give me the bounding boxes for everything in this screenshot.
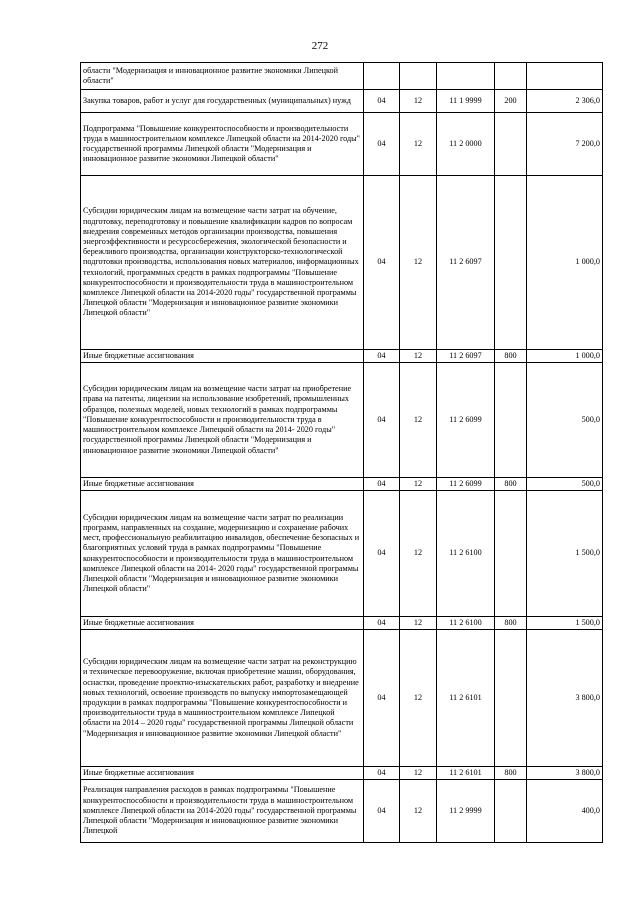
subsection-code: 12: [400, 176, 437, 350]
target-article-code: 11 2 6099: [437, 363, 495, 478]
row-description: Субсидии юридическим лицам на возмещение части затрат на реконструкцию и техническое перевооружение, включая приобретение машин, оборудования, оснастки, проведение проектно-изыскательских работ, разработку и внедрение новых технологий, освоение производств по выпуску импортозамещающей продукции в рамках подпрограммы "Повышение конкурентоспособности и производительности труда в машиностроительном комплексе Липецкой области на 2014 – 2020 годы" государственной программы Липецкой области "Модернизация и инновационное развитие экономики Липецкой области": [81, 630, 364, 767]
target-article-code: 11 2 0000: [437, 113, 495, 176]
subsection-code: 12: [400, 478, 437, 491]
section-code: 04: [364, 350, 400, 363]
target-article-code: 11 2 6097: [437, 176, 495, 350]
section-code: 04: [364, 630, 400, 767]
section-code: 04: [364, 363, 400, 478]
table-row: [81, 63, 603, 90]
amount: 500,0: [527, 363, 603, 478]
target-article-code: 11 2 6101: [437, 767, 495, 780]
table-row: [81, 491, 603, 617]
table-row: [81, 363, 603, 478]
expense-type-code: [495, 63, 527, 90]
subsection-code: [400, 63, 437, 90]
expense-type-code: 800: [495, 350, 527, 363]
row-description: Иные бюджетные ассигнования: [81, 350, 364, 363]
section-code: 04: [364, 780, 400, 843]
target-article-code: 11 2 6100: [437, 617, 495, 630]
section-code: 04: [364, 90, 400, 113]
section-code: [364, 63, 400, 90]
expense-type-code: [495, 491, 527, 617]
budget-table: [80, 62, 603, 843]
table-row: [81, 478, 603, 491]
row-description: Закупка товаров, работ и услуг для государственных (муниципальных) нужд: [81, 90, 364, 113]
section-code: 04: [364, 478, 400, 491]
target-article-code: [437, 63, 495, 90]
amount: 1 500,0: [527, 617, 603, 630]
row-description: Субсидии юридическим лицам на возмещение части затрат на приобретение права на патенты, лицензии на использование изобретений, промышленных образцов, полезных моделей, новых технологий в рамках подпрограммы "Повышение конкурентоспособности и производительности труда в машиностроительном комплексе Липецкой области на 2014- 2020 годы" государственной программы Липецкой области "Модернизация и инновационное развитие экономики Липецкой области": [81, 363, 364, 478]
table-row: [81, 780, 603, 843]
target-article-code: 11 2 6101: [437, 630, 495, 767]
amount: 400,0: [527, 780, 603, 843]
expense-type-code: [495, 363, 527, 478]
amount: 2 306,0: [527, 90, 603, 113]
table-row: [81, 350, 603, 363]
subsection-code: 12: [400, 617, 437, 630]
table-row: [81, 113, 603, 176]
section-code: 04: [364, 491, 400, 617]
amount: [527, 63, 603, 90]
section-code: 04: [364, 767, 400, 780]
expense-type-code: [495, 176, 527, 350]
amount: 3 800,0: [527, 767, 603, 780]
row-description: Субсидии юридическим лицам на возмещение части затрат на обучение, подготовку, переподготовку и повышение квалификации кадров по вопросам внедрения современных методов организации производства, повышения энергоэффективности и ресурсосбережения, экологической безопасности и бережливого производства, организации конструкторско-технологической подготовки производства, использования новых материалов, информационных технологий, программных средств в рамках подпрограммы "Повышение конкурентоспособности и производительности труда в машиностроительном комплексе Липецкой области на 2014-2020 годы" государственной программы Липецкой области "Модернизация и инновационное развитие экономики Липецкой области": [81, 176, 364, 350]
row-description: Реализация направления расходов в рамках подпрограммы "Повышение конкурентоспособности и производительности труда в машиностроительном комплексе Липецкой области на 2014-2020 годы" государственной программы Липецкой области "Модернизация и инновационное развитие экономики Липецкой: [81, 780, 364, 843]
table-row: [81, 617, 603, 630]
expense-type-code: 800: [495, 617, 527, 630]
amount: 500,0: [527, 478, 603, 491]
row-description: Субсидии юридическим лицам на возмещение части затрат по реализации программ, направленных на создание, модернизацию и сохранение рабочих мест, профессиональную реабилитацию инвалидов, обеспечение безопасных и благоприятных условий труда в рамках подпрограммы "Повышение конкурентоспособности и производительности труда в машиностроительном комплексе Липецкой области на 2014- 2020 годы" государственной программы Липецкой области "Модернизация и инновационное развитие экономики Липецкой области": [81, 491, 364, 617]
subsection-code: 12: [400, 90, 437, 113]
expense-type-code: [495, 113, 527, 176]
table-row: [81, 90, 603, 113]
section-code: 04: [364, 176, 400, 350]
subsection-code: 12: [400, 780, 437, 843]
expense-type-code: [495, 780, 527, 843]
target-article-code: 11 2 9999: [437, 780, 495, 843]
section-code: 04: [364, 617, 400, 630]
target-article-code: 11 2 6097: [437, 350, 495, 363]
expense-type-code: 800: [495, 478, 527, 491]
row-description: Подпрограмма "Повышение конкурентоспособности и производительности труда в машиностроительном комплексе Липецкой области на 2014-2020 годы" государственной программы Липецкой области "Модернизация и инновационное развитие экономики Липецкой области": [81, 113, 364, 176]
expense-type-code: [495, 630, 527, 767]
subsection-code: 12: [400, 630, 437, 767]
subsection-code: 12: [400, 491, 437, 617]
table-row: [81, 630, 603, 767]
section-code: 04: [364, 113, 400, 176]
row-description: Иные бюджетные ассигнования: [81, 767, 364, 780]
amount: 1 000,0: [527, 176, 603, 350]
amount: 7 200,0: [527, 113, 603, 176]
subsection-code: 12: [400, 113, 437, 176]
amount: 1 000,0: [527, 350, 603, 363]
target-article-code: 11 1 9999: [437, 90, 495, 113]
page-number: 272: [311, 40, 329, 52]
expense-type-code: 800: [495, 767, 527, 780]
subsection-code: 12: [400, 363, 437, 478]
row-description: Иные бюджетные ассигнования: [81, 617, 364, 630]
target-article-code: 11 2 6100: [437, 491, 495, 617]
row-description: области "Модернизация и инновационное развитие экономики Липецкой области": [81, 63, 364, 90]
table-row: [81, 176, 603, 350]
table-row: [81, 767, 603, 780]
amount: 3 800,0: [527, 630, 603, 767]
subsection-code: 12: [400, 767, 437, 780]
amount: 1 500,0: [527, 491, 603, 617]
expense-type-code: 200: [495, 90, 527, 113]
target-article-code: 11 2 6099: [437, 478, 495, 491]
row-description: Иные бюджетные ассигнования: [81, 478, 364, 491]
subsection-code: 12: [400, 350, 437, 363]
